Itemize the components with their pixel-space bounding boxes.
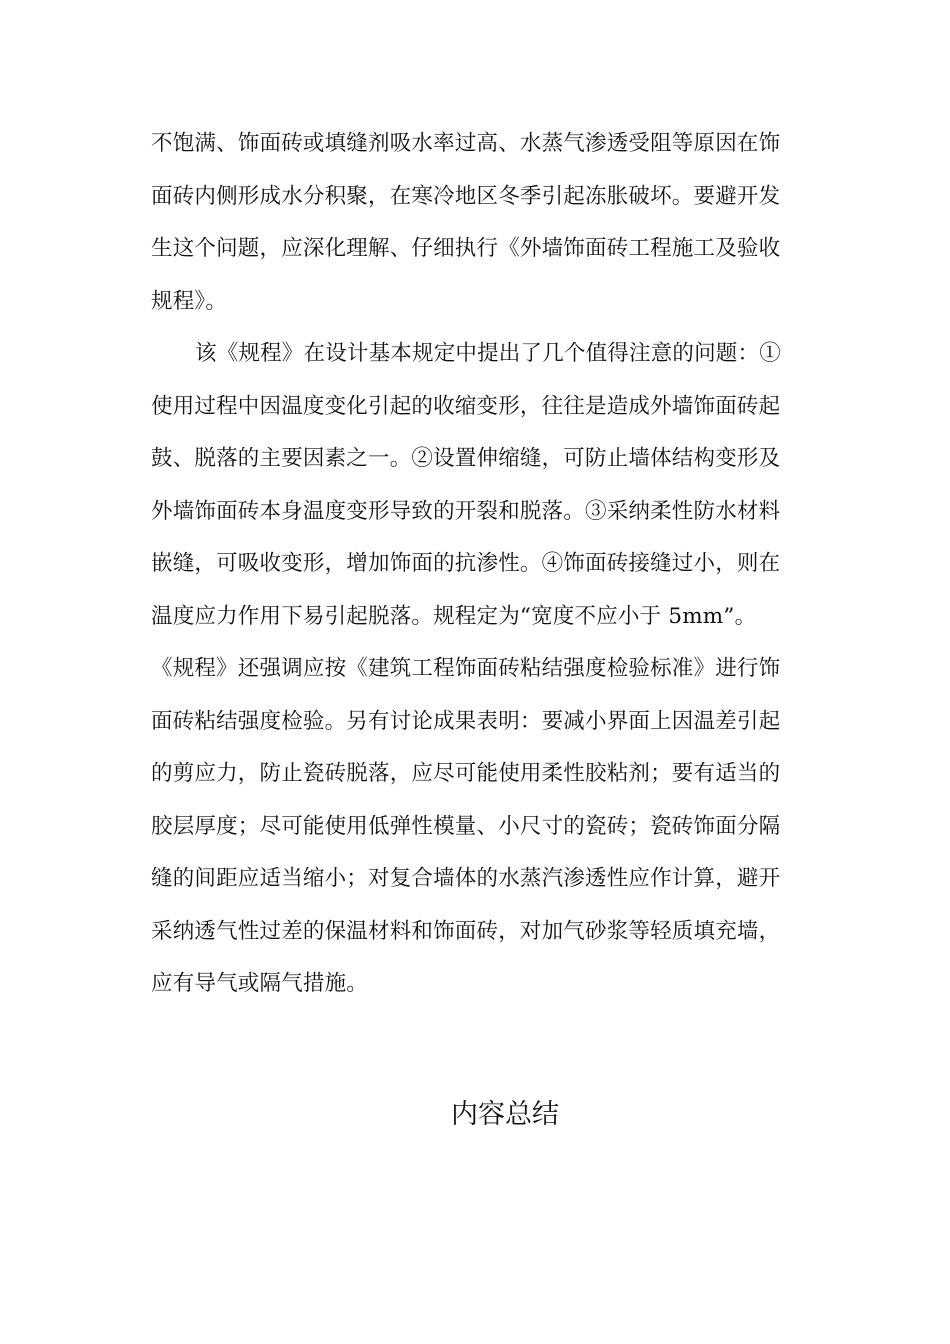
- text-line: 应有导气或隔气措施。: [151, 971, 369, 996]
- text-line: 嵌缝，可吸收变形，增加饰面的抗渗性。④饰面砖接缝过小，则在: [151, 551, 781, 576]
- paragraph-2: [151, 328, 801, 1011]
- text-line: 《规程》还强调应按《建筑工程饰面砖粘结强度检验标准》进行饰: [151, 656, 781, 681]
- text-line: 温度应力作用下易引起脱落。规程定为“宽度不应小于 5mm”。: [151, 603, 757, 629]
- text-line: 采纳透气性过差的保温材料和饰面砖，对加气砂浆等轻质填充墙，: [151, 918, 781, 944]
- text-line: 面砖粘结强度检验。另有讨论成果表明：要减小界面上因温差引起: [151, 708, 781, 734]
- paragraph-1: [151, 118, 801, 328]
- text-line: 面砖内侧形成水分积聚，在寒冷地区冬季引起冻胀破坏。要避开发: [151, 183, 781, 209]
- text-line: 该《规程》在设计基本规定中提出了几个值得注意的问题：①: [195, 341, 781, 366]
- section-heading: 内容总结: [451, 1099, 559, 1130]
- text-line: 使用过程中因温度变化引起的收缩变形，往往是造成外墙饰面砖起: [151, 393, 781, 419]
- text-line: 缝的间距应适当缩小；对复合墙体的水蒸汽渗透性应作计算，避开: [151, 866, 781, 891]
- document-body: [151, 118, 801, 1011]
- text-line: 不饱满、饰面砖或填缝剂吸水率过高、水蒸气渗透受阻等原因在饰: [151, 131, 781, 156]
- text-line: 规程》。: [151, 288, 228, 314]
- text-line: 外墙饰面砖本身温度变形导致的开裂和脱落。③采纳柔性防水材料: [151, 498, 781, 524]
- text-line: 的剪应力，防止瓷砖脱落，应尽可能使用柔性胶粘剂；要有适当的: [151, 761, 781, 786]
- text-line: 胶层厚度；尽可能使用低弹性模量、小尺寸的瓷砖；瓷砖饰面分隔: [151, 813, 781, 839]
- text-line: 生这个问题，应深化理解、仔细执行《外墙饰面砖工程施工及验收: [151, 236, 781, 261]
- text-line: 鼓、脱落的主要因素之一。②设置伸缩缝，可防止墙体结构变形及: [151, 446, 781, 471]
